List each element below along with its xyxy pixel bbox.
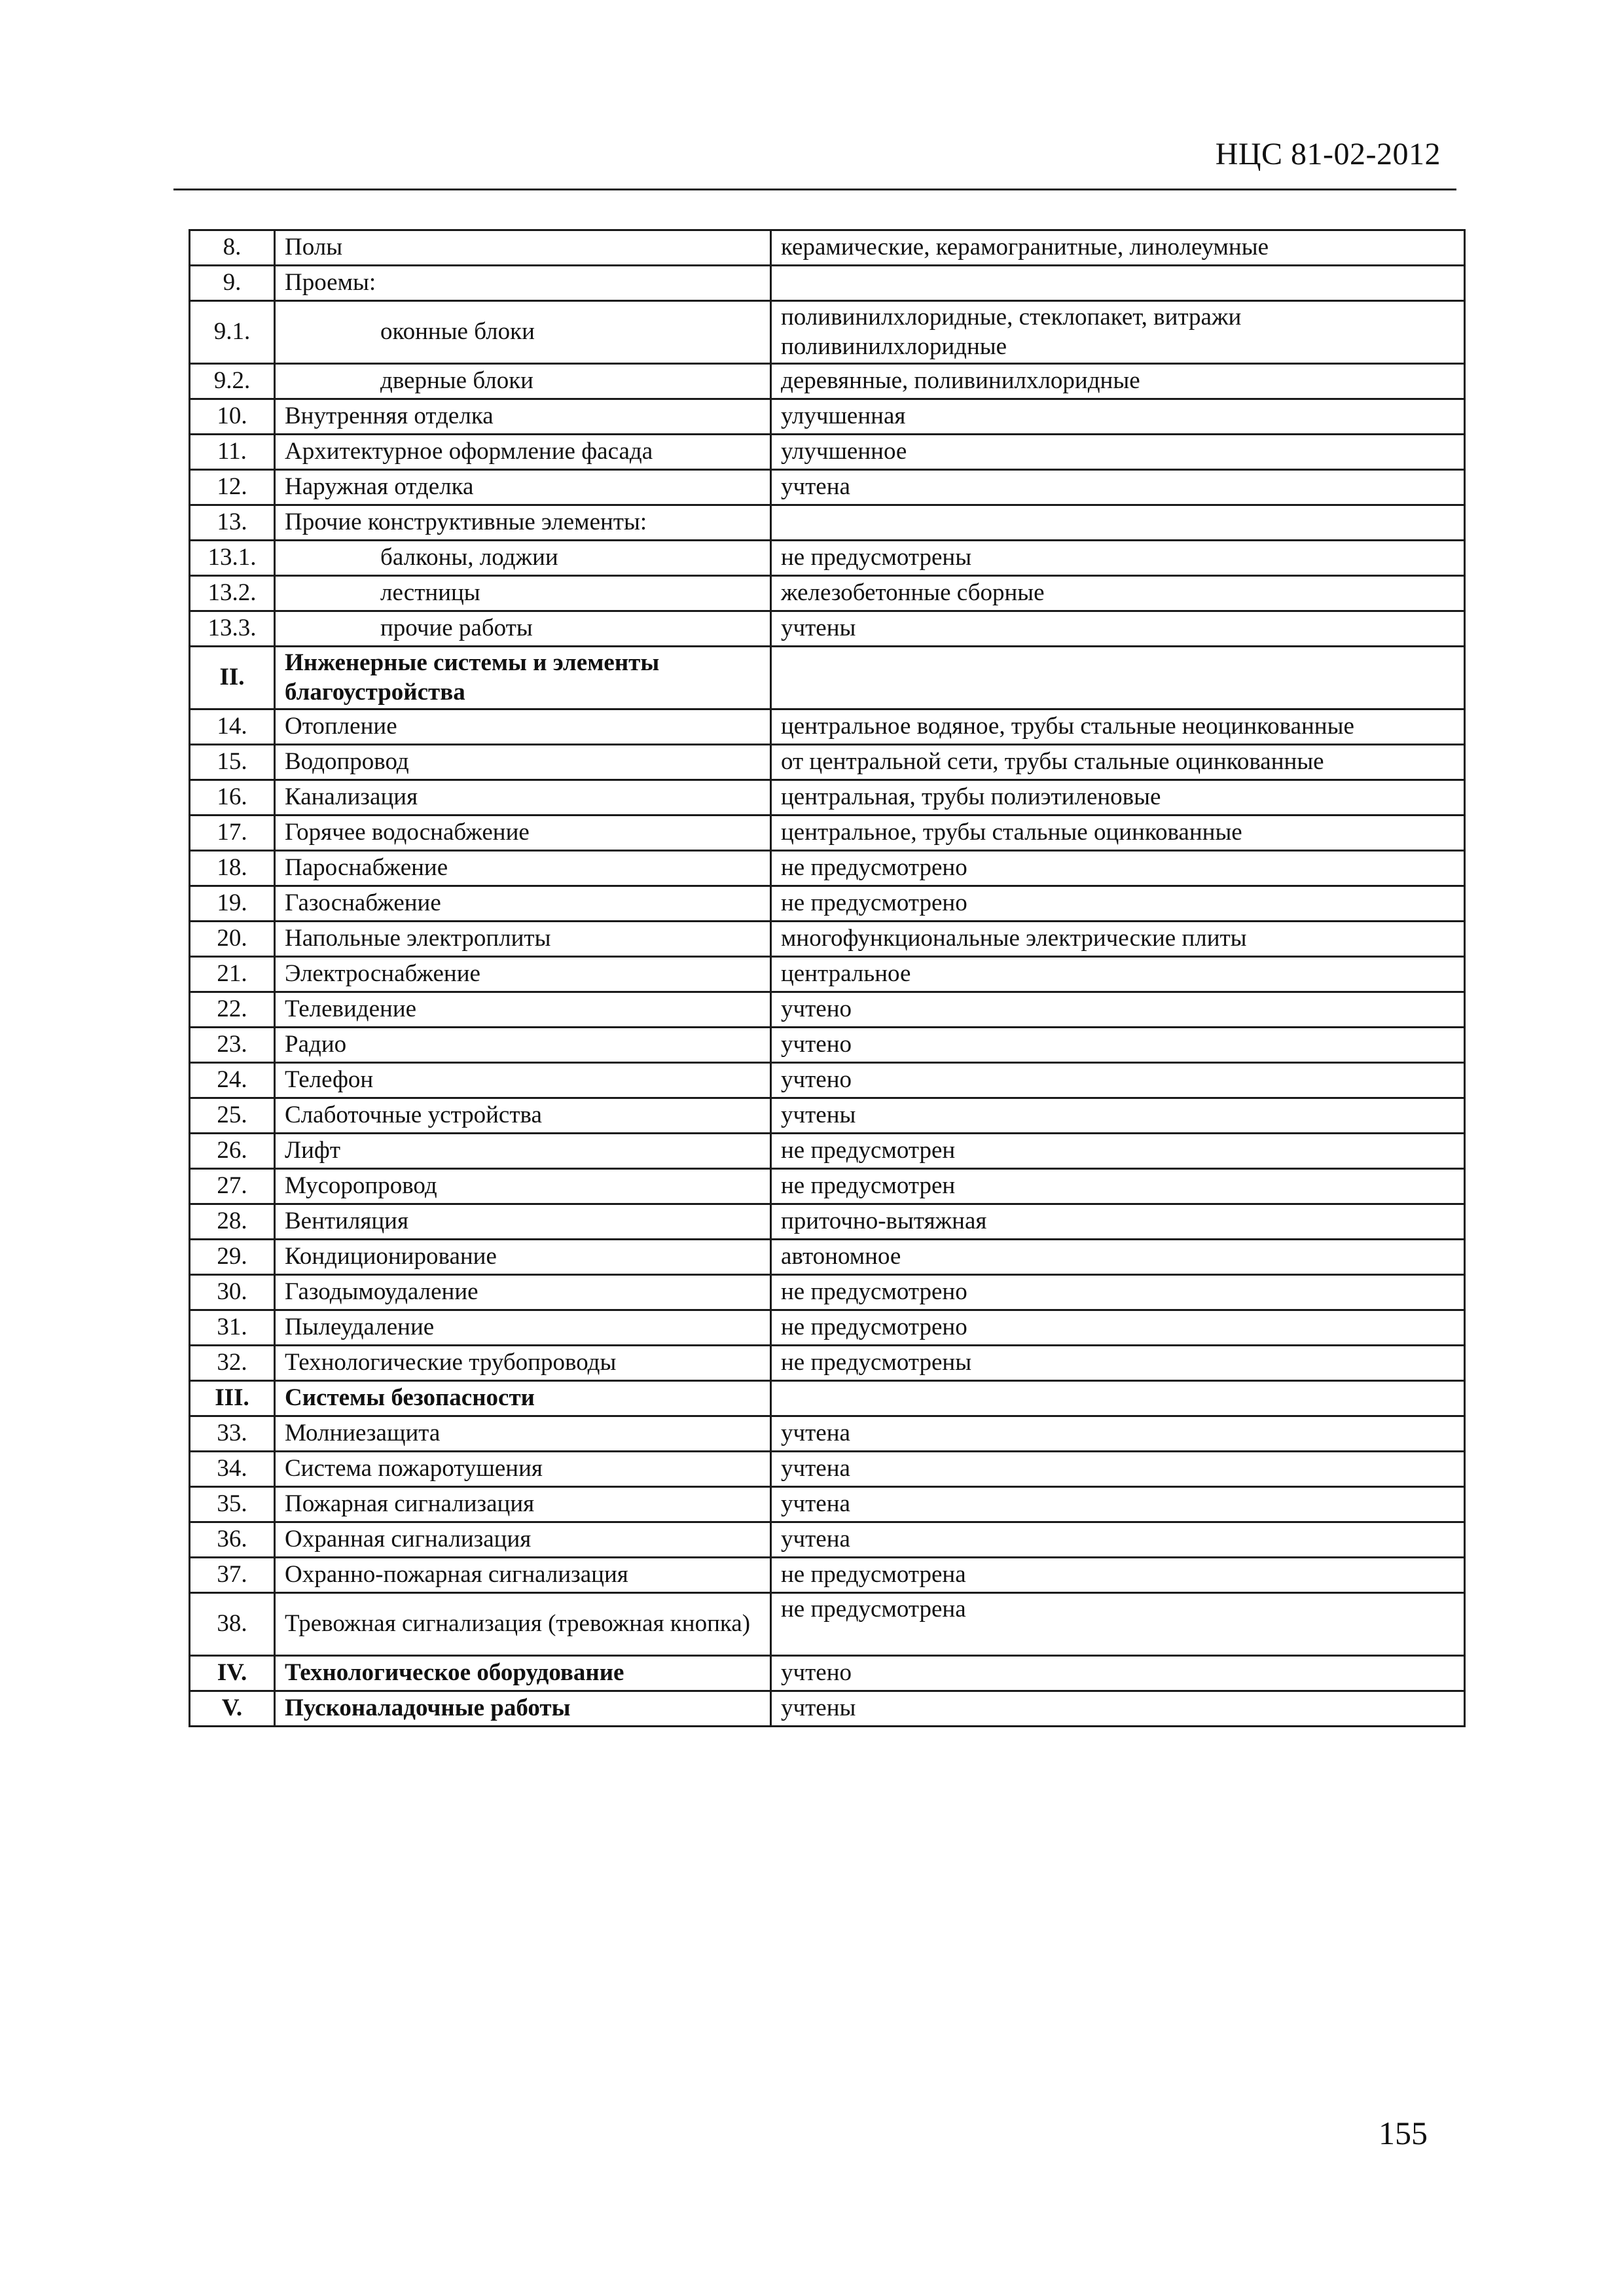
item-name-cell: Пусконаладочные работы xyxy=(275,1691,771,1727)
row-number-cell: 23. xyxy=(190,1028,275,1063)
item-value-cell: центральное, трубы стальные оцинкованные xyxy=(771,816,1465,851)
item-name-cell: оконные блоки xyxy=(275,301,771,364)
item-value-cell: учтено xyxy=(771,1656,1465,1691)
item-value-cell: не предусмотрено xyxy=(771,1310,1465,1346)
item-name-cell: Инженерные системы и элементы благоустройства xyxy=(275,647,771,709)
table-row xyxy=(190,922,1465,957)
row-number-cell: 9.2. xyxy=(190,364,275,399)
table-row xyxy=(190,230,1465,266)
item-name-cell: Кондиционирование xyxy=(275,1240,771,1275)
specification-table xyxy=(189,229,1466,1727)
item-value-cell: учтены xyxy=(771,1098,1465,1134)
table-row xyxy=(190,576,1465,611)
item-value-cell xyxy=(771,1381,1465,1416)
item-value-cell: не предусмотрена xyxy=(771,1558,1465,1593)
row-number-cell: 10. xyxy=(190,399,275,435)
table-row xyxy=(190,1063,1465,1098)
header-rule xyxy=(173,188,1456,190)
row-number-cell: 13.1. xyxy=(190,541,275,576)
row-number-cell: 34. xyxy=(190,1452,275,1487)
section-row xyxy=(190,1691,1465,1727)
row-number-cell: 30. xyxy=(190,1275,275,1310)
row-number-cell: 37. xyxy=(190,1558,275,1593)
item-name-cell: Телевидение xyxy=(275,992,771,1028)
table-row xyxy=(190,1487,1465,1522)
item-name-cell: Охранно-пожарная сигнализация xyxy=(275,1558,771,1593)
table-row xyxy=(190,1028,1465,1063)
item-name-cell: Вентиляция xyxy=(275,1204,771,1240)
row-number-cell: 19. xyxy=(190,886,275,922)
item-value-cell: учтена xyxy=(771,1522,1465,1558)
item-value-cell xyxy=(771,647,1465,709)
item-value-cell: керамические, керамогранитные, линолеумные xyxy=(771,230,1465,266)
table-row xyxy=(190,816,1465,851)
item-value-cell xyxy=(771,266,1465,301)
item-value-cell: учтена xyxy=(771,1416,1465,1452)
table-row xyxy=(190,1275,1465,1310)
item-value-cell: улучшенное xyxy=(771,435,1465,470)
table-row xyxy=(190,1204,1465,1240)
row-number-cell: 25. xyxy=(190,1098,275,1134)
item-name-cell: Системы безопасности xyxy=(275,1381,771,1416)
item-value-cell: центральное водяное, трубы стальные неоцинкованные xyxy=(771,709,1465,745)
table-row xyxy=(190,1310,1465,1346)
item-name-cell: Газодымоудаление xyxy=(275,1275,771,1310)
item-name-cell: Пожарная сигнализация xyxy=(275,1487,771,1522)
row-number-cell: II. xyxy=(190,647,275,709)
table-row xyxy=(190,1346,1465,1381)
table-row xyxy=(190,851,1465,886)
item-value-cell: не предусмотрены xyxy=(771,1346,1465,1381)
specification-table-body xyxy=(190,230,1465,1727)
table-row xyxy=(190,611,1465,647)
item-name-cell: Напольные электроплиты xyxy=(275,922,771,957)
row-number-cell: 13. xyxy=(190,505,275,541)
item-value-cell: не предусмотрено xyxy=(771,1275,1465,1310)
row-number-cell: V. xyxy=(190,1691,275,1727)
item-name-cell: Полы xyxy=(275,230,771,266)
item-name-cell: Мусоропровод xyxy=(275,1169,771,1204)
row-number-cell: 27. xyxy=(190,1169,275,1204)
row-number-cell: 13.3. xyxy=(190,611,275,647)
row-number-cell: 8. xyxy=(190,230,275,266)
row-number-cell: 33. xyxy=(190,1416,275,1452)
page-number: 155 xyxy=(1379,2115,1428,2151)
row-number-cell: 22. xyxy=(190,992,275,1028)
row-number-cell: 28. xyxy=(190,1204,275,1240)
table-row xyxy=(190,1452,1465,1487)
item-value-cell: учтено xyxy=(771,1063,1465,1098)
item-value-cell: деревянные, поливинилхлоридные xyxy=(771,364,1465,399)
table-row xyxy=(190,470,1465,505)
section-row xyxy=(190,1656,1465,1691)
item-value-cell: учтена xyxy=(771,1452,1465,1487)
item-value-cell: учтено xyxy=(771,1028,1465,1063)
table-row xyxy=(190,745,1465,780)
item-value-cell: не предусмотрено xyxy=(771,851,1465,886)
section-row xyxy=(190,1381,1465,1416)
table-row xyxy=(190,1240,1465,1275)
item-value-cell: многофункциональные электрические плиты xyxy=(771,922,1465,957)
item-name-cell: Отопление xyxy=(275,709,771,745)
table-row xyxy=(190,1098,1465,1134)
item-value-cell: от центральной сети, трубы стальные оцинкованные xyxy=(771,745,1465,780)
item-name-cell: Горячее водоснабжение xyxy=(275,816,771,851)
item-value-cell: центральная, трубы полиэтиленовые xyxy=(771,780,1465,816)
item-name-cell: Пароснабжение xyxy=(275,851,771,886)
item-name-cell: Пылеудаление xyxy=(275,1310,771,1346)
item-name-cell: Технологическое оборудование xyxy=(275,1656,771,1691)
item-value-cell: учтено xyxy=(771,992,1465,1028)
row-number-cell: 38. xyxy=(190,1593,275,1656)
table-row xyxy=(190,505,1465,541)
item-name-cell: Система пожаротушения xyxy=(275,1452,771,1487)
item-name-cell: Слаботочные устройства xyxy=(275,1098,771,1134)
item-name-cell: балконы, лоджии xyxy=(275,541,771,576)
item-name-cell: дверные блоки xyxy=(275,364,771,399)
row-number-cell: 29. xyxy=(190,1240,275,1275)
row-number-cell: 13.2. xyxy=(190,576,275,611)
item-value-cell: центральное xyxy=(771,957,1465,992)
item-value-cell: учтена xyxy=(771,470,1465,505)
table-row xyxy=(190,957,1465,992)
row-number-cell: 20. xyxy=(190,922,275,957)
item-value-cell: учтены xyxy=(771,611,1465,647)
document-code: НЦС 81-02-2012 xyxy=(1215,137,1441,171)
row-number-cell: 11. xyxy=(190,435,275,470)
item-name-cell: Газоснабжение xyxy=(275,886,771,922)
item-value-cell xyxy=(771,505,1465,541)
item-name-cell: Наружная отделка xyxy=(275,470,771,505)
item-name-cell: Прочие конструктивные элементы: xyxy=(275,505,771,541)
row-number-cell: 31. xyxy=(190,1310,275,1346)
row-number-cell: IV. xyxy=(190,1656,275,1691)
item-value-cell: не предусмотрены xyxy=(771,541,1465,576)
row-number-cell: III. xyxy=(190,1381,275,1416)
item-value-cell: улучшенная xyxy=(771,399,1465,435)
item-name-cell: Технологические трубопроводы xyxy=(275,1346,771,1381)
item-name-cell: Канализация xyxy=(275,780,771,816)
table-row xyxy=(190,266,1465,301)
item-name-cell: Тревожная сигнализация (тревожная кнопка) xyxy=(275,1593,771,1656)
item-name-cell: лестницы xyxy=(275,576,771,611)
item-value-cell: не предусмотрена xyxy=(771,1593,1465,1656)
item-value-cell: не предусмотрен xyxy=(771,1134,1465,1169)
item-value-cell: железобетонные сборные xyxy=(771,576,1465,611)
table-row xyxy=(190,399,1465,435)
item-value-cell: учтена xyxy=(771,1487,1465,1522)
row-number-cell: 14. xyxy=(190,709,275,745)
item-value-cell: поливинилхлоридные, стеклопакет, витражи поливинилхлоридные xyxy=(771,301,1465,364)
table-row xyxy=(190,709,1465,745)
table-row xyxy=(190,435,1465,470)
table-row xyxy=(190,886,1465,922)
row-number-cell: 36. xyxy=(190,1522,275,1558)
item-name-cell: Проемы: xyxy=(275,266,771,301)
row-number-cell: 9.1. xyxy=(190,301,275,364)
table-row xyxy=(190,992,1465,1028)
table-row xyxy=(190,1416,1465,1452)
row-number-cell: 12. xyxy=(190,470,275,505)
item-value-cell: приточно-вытяжная xyxy=(771,1204,1465,1240)
item-value-cell: не предусмотрено xyxy=(771,886,1465,922)
table-row xyxy=(190,541,1465,576)
table-row xyxy=(190,1169,1465,1204)
item-name-cell: Архитектурное оформление фасада xyxy=(275,435,771,470)
section-row xyxy=(190,647,1465,709)
item-name-cell: Водопровод xyxy=(275,745,771,780)
row-number-cell: 17. xyxy=(190,816,275,851)
item-name-cell: Молниезащита xyxy=(275,1416,771,1452)
row-number-cell: 18. xyxy=(190,851,275,886)
row-number-cell: 26. xyxy=(190,1134,275,1169)
item-value-cell: учтены xyxy=(771,1691,1465,1727)
row-number-cell: 15. xyxy=(190,745,275,780)
item-name-cell: Лифт xyxy=(275,1134,771,1169)
row-number-cell: 35. xyxy=(190,1487,275,1522)
item-name-cell: прочие работы xyxy=(275,611,771,647)
table-row xyxy=(190,1593,1465,1656)
table-row xyxy=(190,301,1465,364)
row-number-cell: 16. xyxy=(190,780,275,816)
row-number-cell: 9. xyxy=(190,266,275,301)
row-number-cell: 32. xyxy=(190,1346,275,1381)
item-name-cell: Радио xyxy=(275,1028,771,1063)
table-row xyxy=(190,1522,1465,1558)
table-row xyxy=(190,1134,1465,1169)
item-value-cell: не предусмотрен xyxy=(771,1169,1465,1204)
row-number-cell: 21. xyxy=(190,957,275,992)
item-value-cell: автономное xyxy=(771,1240,1465,1275)
item-name-cell: Электроснабжение xyxy=(275,957,771,992)
table-row xyxy=(190,364,1465,399)
table-row xyxy=(190,780,1465,816)
item-name-cell: Телефон xyxy=(275,1063,771,1098)
row-number-cell: 24. xyxy=(190,1063,275,1098)
item-name-cell: Внутренняя отделка xyxy=(275,399,771,435)
item-name-cell: Охранная сигнализация xyxy=(275,1522,771,1558)
table-row xyxy=(190,1558,1465,1593)
